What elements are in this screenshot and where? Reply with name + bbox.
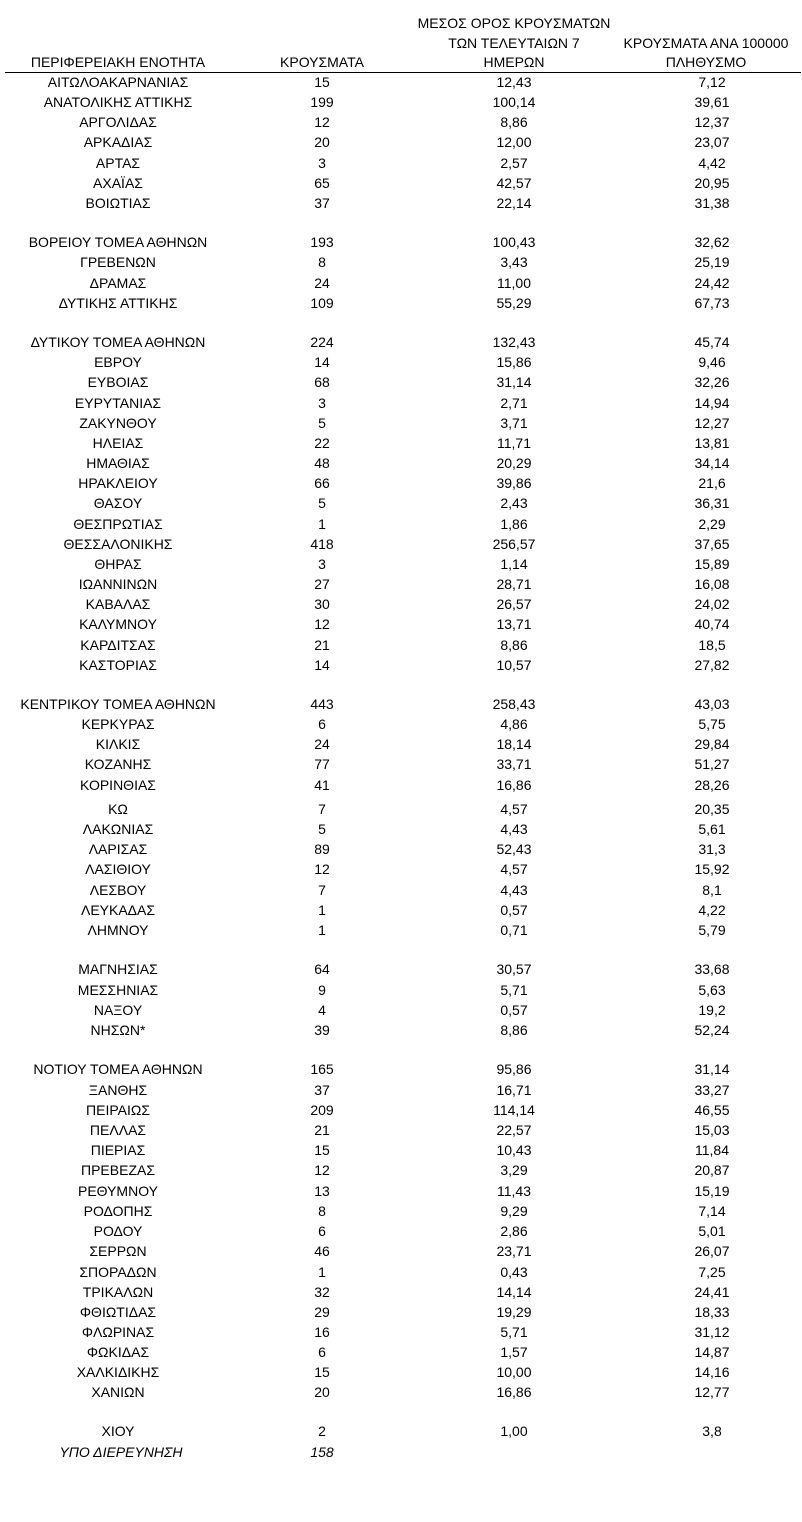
row-avg7: 9,29: [500, 1203, 528, 1219]
row-region: ΚΩ: [108, 801, 128, 817]
row-region: ΠΡΕΒΕΖΑΣ: [80, 1162, 155, 1178]
row-region: ΛΕΥΚΑΔΑΣ: [80, 902, 156, 918]
row-cases: 20: [314, 1384, 330, 1400]
row-avg7: 39,86: [496, 475, 532, 491]
row-cases: 5: [318, 415, 326, 431]
row-region: ΗΛΕΙΑΣ: [92, 435, 144, 451]
row-avg7: 5,71: [500, 982, 528, 998]
row-region: ΒΟΡΕΙΟΥ ΤΟΜΕΑ ΑΘΗΝΩΝ: [28, 234, 208, 250]
row-avg7: 12,43: [496, 74, 532, 90]
row-per100k: 13,81: [694, 435, 730, 451]
row-per100k: 34,14: [694, 455, 730, 471]
row-per100k: 24,42: [694, 275, 730, 291]
row-per100k: 36,31: [694, 495, 730, 511]
row-avg7: 11,71: [497, 435, 531, 451]
row-avg7: 132,43: [492, 334, 536, 350]
row-cases: 16: [314, 1324, 330, 1340]
row-region: ΚΕΝΤΡΙΚΟΥ ΤΟΜΕΑ ΑΘΗΝΩΝ: [20, 696, 216, 712]
row-avg7: 4,43: [500, 882, 528, 898]
row-avg7: 52,43: [496, 841, 532, 857]
row-region: ΠΕΙΡΑΙΩΣ: [86, 1102, 150, 1118]
row-per100k: 46,55: [694, 1102, 730, 1118]
row-per100k: 29,84: [694, 736, 730, 752]
row-per100k: 31,3: [698, 841, 726, 857]
row-cases: 66: [314, 475, 330, 491]
row-region: ΘΕΣΠΡΩΤΙΑΣ: [73, 516, 163, 532]
row-avg7: 42,57: [496, 175, 532, 191]
row-avg7: 31,14: [496, 374, 532, 390]
row-avg7: 258,43: [492, 696, 536, 712]
row-cases: 1: [318, 516, 326, 532]
row-region: ΕΥΡΥΤΑΝΙΑΣ: [74, 395, 162, 411]
row-cases: 165: [310, 1061, 334, 1077]
row-region: ΦΘΙΩΤΙΔΑΣ: [79, 1304, 157, 1320]
row-avg7: 11,43: [497, 1183, 531, 1199]
row-region: ΥΠΟ ΔΙΕΡΕΥΝΗΣΗ: [59, 1444, 183, 1460]
row-region: ΦΩΚΙΔΑΣ: [86, 1344, 150, 1360]
row-region: ΠΕΛΛΑΣ: [89, 1122, 147, 1138]
row-per100k: 23,07: [694, 134, 730, 150]
row-avg7: 11,00: [497, 275, 531, 291]
row-avg7: 2,43: [500, 495, 528, 511]
row-cases: 39: [314, 1022, 330, 1038]
row-avg7: 100,43: [492, 234, 536, 250]
row-avg7: 28,71: [496, 576, 532, 592]
row-avg7: 3,71: [500, 415, 528, 431]
row-avg7: 114,14: [493, 1102, 535, 1118]
row-avg7: 10,57: [496, 657, 532, 673]
row-region: ΧΙΟΥ: [101, 1423, 135, 1439]
row-avg7: 22,57: [496, 1122, 532, 1138]
row-cases: 15: [314, 1142, 330, 1158]
header-cases: ΚΡΟΥΣΜΑΤΑ: [280, 54, 364, 70]
row-per100k: 37,65: [694, 536, 730, 552]
row-cases: 27: [314, 576, 330, 592]
row-avg7: 26,57: [496, 596, 532, 612]
row-region: ΔΥΤΙΚΗΣ ΑΤΤΙΚΗΣ: [58, 295, 178, 311]
header-avg-line2: ΤΩΝ ΤΕΛΕΥΤΑΙΩΝ 7: [448, 35, 580, 51]
row-region: ΑΧΑΪΑΣ: [93, 175, 143, 191]
row-avg7: 2,57: [500, 155, 528, 171]
row-per100k: 14,87: [694, 1344, 730, 1360]
row-cases: 3: [318, 155, 326, 171]
row-cases: 8: [318, 1203, 326, 1219]
row-per100k: 18,5: [698, 637, 726, 653]
row-avg7: 20,29: [496, 455, 532, 471]
row-region: ΡΟΔΟΠΗΣ: [83, 1203, 153, 1219]
row-avg7: 4,57: [500, 861, 528, 877]
row-region: ΕΥΒΟΙΑΣ: [87, 374, 149, 390]
row-avg7: 33,71: [496, 756, 532, 772]
row-cases: 21: [314, 637, 330, 653]
row-per100k: 25,19: [694, 254, 730, 270]
row-region: ΦΛΩΡΙΝΑΣ: [81, 1324, 155, 1340]
row-cases: 12: [314, 861, 330, 877]
row-cases: 37: [314, 1082, 330, 1098]
row-per100k: 32,26: [694, 374, 730, 390]
row-region: ΚΑΛΥΜΝΟΥ: [79, 616, 157, 632]
row-per100k: 33,27: [694, 1082, 730, 1098]
row-cases: 7: [318, 882, 326, 898]
row-per100k: 12,27: [694, 415, 730, 431]
row-region: ΡΟΔΟΥ: [93, 1223, 143, 1239]
row-avg7: 19,29: [496, 1304, 532, 1320]
row-per100k: 32,62: [694, 234, 730, 250]
row-avg7: 100,14: [492, 94, 536, 110]
row-avg7: 2,86: [500, 1223, 528, 1239]
row-per100k: 12,37: [694, 114, 730, 130]
row-region: ΛΕΣΒΟΥ: [89, 882, 147, 898]
row-avg7: 0,71: [500, 922, 528, 938]
row-region: ΑΡΤΑΣ: [95, 155, 141, 171]
row-region: ΚΕΡΚΥΡΑΣ: [81, 716, 155, 732]
row-cases: 22: [314, 435, 330, 451]
row-cases: 3: [318, 395, 326, 411]
row-avg7: 10,43: [496, 1142, 532, 1158]
row-region: ΛΗΜΝΟΥ: [87, 922, 149, 938]
row-per100k: 31,14: [694, 1061, 730, 1077]
row-cases: 418: [310, 536, 334, 552]
row-avg7: 4,86: [500, 716, 528, 732]
row-avg7: 3,43: [500, 254, 528, 270]
row-avg7: 55,29: [496, 295, 532, 311]
row-per100k: 4,22: [698, 902, 726, 918]
row-per100k: 2,29: [698, 516, 726, 532]
row-avg7: 8,86: [500, 1022, 528, 1038]
row-per100k: 18,33: [694, 1304, 730, 1320]
row-avg7: 16,71: [496, 1082, 532, 1098]
row-per100k: 20,95: [694, 175, 730, 191]
row-region: ΒΟΙΩΤΙΑΣ: [85, 195, 151, 211]
row-avg7: 30,57: [496, 961, 532, 977]
row-per100k: 5,75: [698, 716, 726, 732]
row-avg7: 13,71: [496, 616, 532, 632]
row-avg7: 8,86: [500, 637, 528, 653]
row-region: ΚΟΡΙΝΘΙΑΣ: [80, 777, 156, 793]
row-cases: 9: [318, 982, 326, 998]
row-region: ΛΑΣΙΘΙΟΥ: [85, 861, 151, 877]
row-region: ΑΡΚΑΔΙΑΣ: [83, 134, 153, 150]
row-avg7: 10,00: [496, 1364, 532, 1380]
row-region: ΚΑΡΔΙΤΣΑΣ: [80, 637, 156, 653]
row-avg7: 23,71: [496, 1243, 532, 1259]
row-region: ΤΡΙΚΑΛΩΝ: [82, 1284, 154, 1300]
row-region: ΗΜΑΘΙΑΣ: [86, 455, 150, 471]
row-avg7: 256,57: [492, 536, 536, 552]
row-avg7: 16,86: [496, 1384, 532, 1400]
row-avg7: 22,14: [496, 195, 532, 211]
header-region: ΠΕΡΙΦΕΡΕΙΑΚΗ ΕΝΟΤΗΤΑ: [30, 54, 206, 70]
row-per100k: 12,77: [694, 1384, 730, 1400]
row-region: ΞΑΝΘΗΣ: [88, 1082, 148, 1098]
row-avg7: 1,86: [500, 516, 528, 532]
row-cases: 6: [318, 1223, 326, 1239]
row-region: ΜΑΓΝΗΣΙΑΣ: [78, 961, 158, 977]
row-per100k: 40,74: [694, 616, 730, 632]
row-per100k: 27,82: [694, 657, 730, 673]
row-cases: 24: [314, 736, 330, 752]
row-avg7: 0,57: [500, 1002, 528, 1018]
row-cases: 77: [314, 756, 330, 772]
row-per100k: 21,6: [698, 475, 726, 491]
row-cases: 65: [314, 175, 330, 191]
row-cases: 89: [314, 841, 330, 857]
row-per100k: 67,73: [694, 295, 730, 311]
row-region: ΝΗΣΩΝ*: [90, 1022, 146, 1038]
row-per100k: 31,38: [694, 195, 730, 211]
row-region: ΕΒΡΟΥ: [94, 354, 142, 370]
row-region: ΚΑΣΤΟΡΙΑΣ: [79, 657, 157, 673]
row-per100k: 5,01: [698, 1223, 726, 1239]
row-region: ΚΑΒΑΛΑΣ: [85, 596, 151, 612]
row-per100k: 24,41: [694, 1284, 730, 1300]
row-cases: 15: [314, 1364, 330, 1380]
row-region: ΚΙΛΚΙΣ: [95, 736, 141, 752]
row-cases: 4: [318, 1002, 326, 1018]
row-region: ΣΕΡΡΩΝ: [89, 1243, 147, 1259]
row-avg7: 8,86: [500, 114, 528, 130]
row-cases: 21: [314, 1122, 330, 1138]
row-cases: 8: [318, 254, 326, 270]
row-cases: 32: [314, 1284, 330, 1300]
row-per100k: 3,8: [702, 1423, 722, 1439]
row-per100k: 5,61: [698, 821, 726, 837]
row-cases: 109: [310, 295, 334, 311]
row-avg7: 12,00: [496, 134, 532, 150]
row-per100k: 4,42: [698, 155, 726, 171]
header-avg-line3: ΗΜΕΡΩΝ: [483, 54, 545, 70]
row-per100k: 39,61: [694, 94, 730, 110]
row-per100k: 15,92: [694, 861, 730, 877]
row-cases: 1: [318, 1264, 326, 1280]
row-region: ΡΕΘΥΜΝΟΥ: [77, 1183, 158, 1199]
row-cases: 5: [318, 821, 326, 837]
row-cases: 41: [314, 777, 330, 793]
row-avg7: 4,43: [500, 821, 528, 837]
row-per100k: 24,02: [694, 596, 730, 612]
row-region: ΠΙΕΡΙΑΣ: [90, 1142, 146, 1158]
row-region: ΓΡΕΒΕΝΩΝ: [80, 254, 156, 270]
row-region: ΔΡΑΜΑΣ: [89, 275, 147, 291]
row-per100k: 20,35: [694, 801, 730, 817]
row-per100k: 15,03: [694, 1122, 730, 1138]
row-per100k: 31,12: [694, 1324, 730, 1340]
row-cases: 1: [318, 922, 326, 938]
row-avg7: 4,57: [500, 801, 528, 817]
header-per100k-line2: ΠΛΗΘΥΣΜΟ: [665, 54, 747, 70]
row-cases: 12: [314, 1162, 330, 1178]
row-per100k: 20,87: [694, 1162, 730, 1178]
row-cases: 30: [314, 596, 330, 612]
row-region: ΘΗΡΑΣ: [94, 556, 142, 572]
row-cases: 5: [318, 495, 326, 511]
row-per100k: 5,79: [698, 922, 726, 938]
row-region: ΑΝΑΤΟΛΙΚΗΣ ΑΤΤΙΚΗΣ: [43, 94, 193, 110]
row-cases: 6: [318, 1344, 326, 1360]
row-cases: 193: [310, 234, 334, 250]
row-region: ΛΑΡΙΣΑΣ: [88, 841, 148, 857]
row-per100k: 52,24: [694, 1022, 730, 1038]
row-region: ΝΑΞΟΥ: [93, 1002, 143, 1018]
row-per100k: 14,94: [694, 395, 730, 411]
row-cases: 6: [318, 716, 326, 732]
row-region: ΜΕΣΣΗΝΙΑΣ: [77, 982, 159, 998]
row-cases: 24: [314, 275, 330, 291]
row-avg7: 3,29: [500, 1162, 528, 1178]
row-avg7: 0,57: [500, 902, 528, 918]
row-avg7: 5,71: [500, 1324, 528, 1340]
row-cases: 14: [314, 354, 330, 370]
row-per100k: 15,19: [694, 1183, 730, 1199]
row-avg7: 16,86: [496, 777, 532, 793]
row-cases: 1: [318, 902, 326, 918]
row-cases: 37: [314, 195, 330, 211]
header-per100k-line1: ΚΡΟΥΣΜΑΤΑ ΑΝΑ 100000: [623, 35, 789, 51]
row-cases: 13: [314, 1183, 330, 1199]
row-per100k: 45,74: [694, 334, 730, 350]
row-region: ΔΥΤΙΚΟΥ ΤΟΜΕΑ ΑΘΗΝΩΝ: [30, 334, 206, 350]
row-cases: 14: [314, 657, 330, 673]
row-region: ΣΠΟΡΑΔΩΝ: [79, 1264, 157, 1280]
row-cases: 224: [310, 334, 334, 350]
row-per100k: 8,1: [702, 882, 722, 898]
row-per100k: 15,89: [694, 556, 730, 572]
row-per100k: 5,63: [698, 982, 726, 998]
row-per100k: 43,03: [694, 696, 730, 712]
row-region: ΖΑΚΥΝΘΟΥ: [79, 415, 157, 431]
row-avg7: 1,57: [500, 1344, 528, 1360]
row-per100k: 33,68: [694, 961, 730, 977]
row-per100k: 7,14: [698, 1203, 726, 1219]
row-avg7: 0,43: [500, 1264, 528, 1280]
row-cases: 443: [310, 696, 334, 712]
row-cases: 3: [318, 556, 326, 572]
row-region: ΘΑΣΟΥ: [93, 495, 143, 511]
row-cases: 68: [314, 374, 330, 390]
row-per100k: 7,25: [698, 1264, 726, 1280]
row-per100k: 28,26: [694, 777, 730, 793]
row-cases: 20: [314, 134, 330, 150]
row-region: ΑΙΤΩΛΟΑΚΑΡΝΑΝΙΑΣ: [47, 74, 189, 90]
row-per100k: 51,27: [694, 756, 730, 772]
row-cases: 199: [310, 94, 334, 110]
row-region: ΧΑΝΙΩΝ: [91, 1384, 145, 1400]
row-cases: 15: [314, 74, 330, 90]
row-avg7: 95,86: [496, 1061, 532, 1077]
row-region: ΚΟΖΑΝΗΣ: [84, 756, 152, 772]
row-avg7: 18,14: [496, 736, 532, 752]
row-region: ΗΡΑΚΛΕΙΟΥ: [78, 475, 158, 491]
row-cases: 158: [310, 1444, 334, 1460]
header-avg-line1: ΜΕΣΟΣ ΟΡΟΣ ΚΡΟΥΣΜΑΤΩΝ: [417, 15, 611, 31]
row-cases: 2: [318, 1423, 326, 1439]
row-cases: 209: [310, 1102, 334, 1118]
row-cases: 7: [318, 801, 326, 817]
row-per100k: 19,2: [698, 1002, 726, 1018]
row-region: ΑΡΓΟΛΙΔΑΣ: [79, 114, 157, 130]
row-avg7: 2,71: [500, 395, 528, 411]
row-cases: 29: [314, 1304, 330, 1320]
row-avg7: 1,00: [500, 1423, 528, 1439]
row-per100k: 16,08: [694, 576, 730, 592]
row-cases: 48: [314, 455, 330, 471]
row-region: ΧΑΛΚΙΔΙΚΗΣ: [76, 1364, 160, 1380]
row-per100k: 14,16: [694, 1364, 730, 1380]
row-region: ΝΟΤΙΟΥ ΤΟΜΕΑ ΑΘΗΝΩΝ: [33, 1061, 203, 1077]
row-per100k: 9,46: [698, 354, 726, 370]
row-cases: 64: [314, 961, 330, 977]
row-avg7: 14,14: [496, 1284, 532, 1300]
row-region: ΘΕΣΣΑΛΟΝΙΚΗΣ: [63, 536, 173, 552]
row-cases: 12: [314, 114, 330, 130]
row-region: ΙΩΑΝΝΙΝΩΝ: [78, 576, 158, 592]
row-per100k: 11,84: [695, 1142, 729, 1158]
row-avg7: 1,14: [500, 556, 528, 572]
row-per100k: 26,07: [694, 1243, 730, 1259]
row-cases: 46: [314, 1243, 330, 1259]
row-avg7: 15,86: [496, 354, 532, 370]
row-per100k: 7,12: [698, 74, 726, 90]
row-cases: 12: [314, 616, 330, 632]
row-region: ΛΑΚΩΝΙΑΣ: [82, 821, 154, 837]
